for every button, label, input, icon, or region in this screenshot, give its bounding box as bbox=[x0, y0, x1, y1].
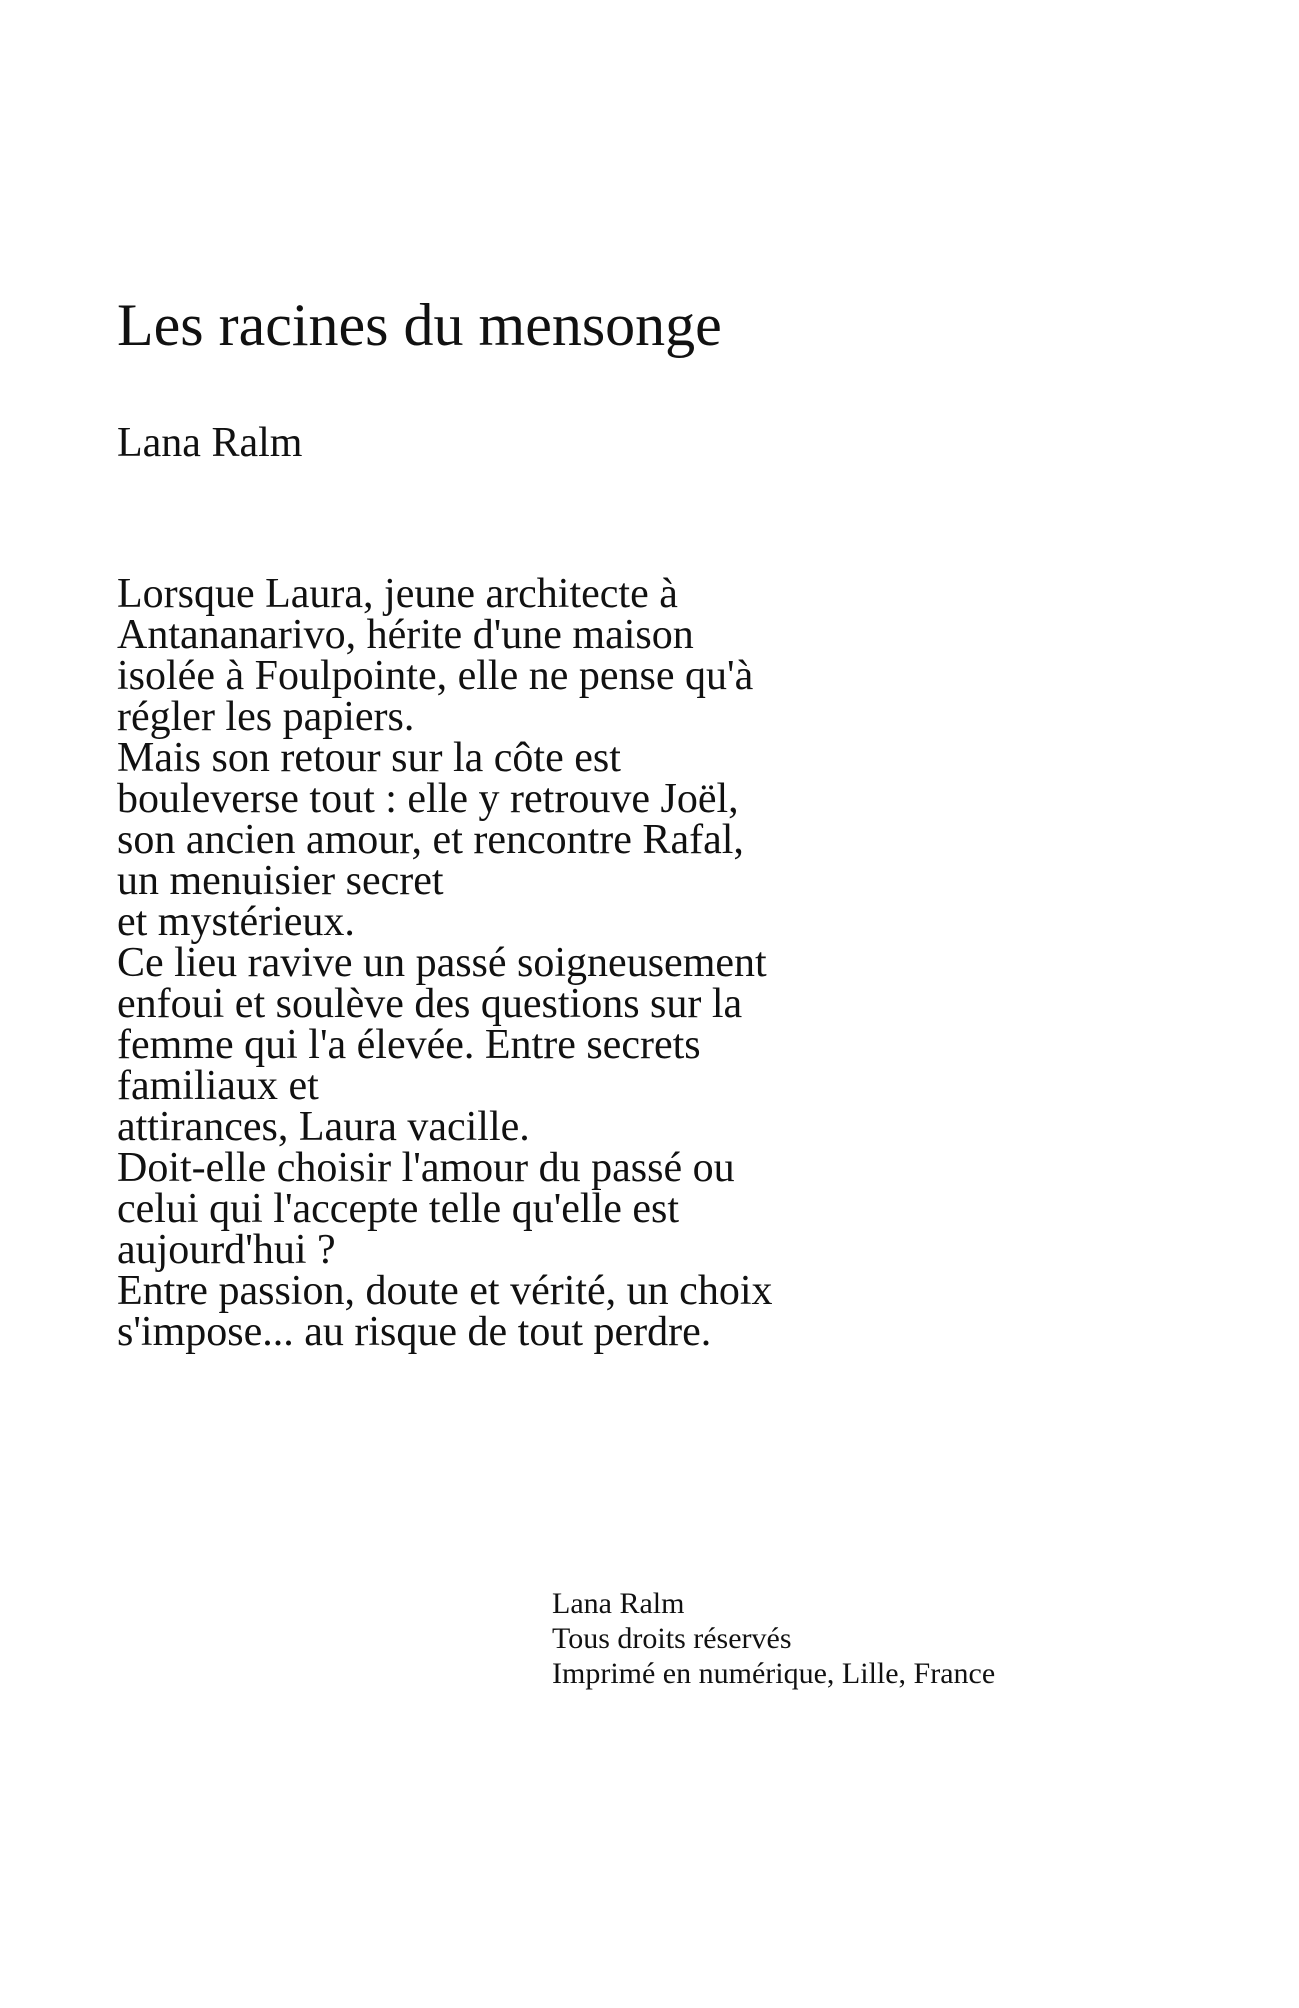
blurb-line: et mystérieux. bbox=[117, 899, 355, 945]
blurb-line: son ancien amour, et rencontre Rafal, bbox=[117, 817, 744, 863]
book-blurb bbox=[117, 571, 1117, 1355]
blurb-line: aujourd'hui ? bbox=[117, 1227, 336, 1273]
blurb-line: Mais son retour sur la côte est bbox=[117, 735, 621, 781]
blurb-line: celui qui l'accepte telle qu'elle est bbox=[117, 1186, 680, 1232]
blurb-line: Lorsque Laura, jeune architecte à bbox=[117, 571, 678, 617]
blurb-line: Antananarivo, hérite d'une maison bbox=[117, 612, 694, 658]
colophon-rights: Tous droits réservés bbox=[552, 1622, 792, 1655]
colophon-author: Lana Ralm bbox=[552, 1587, 685, 1620]
blurb-line: Ce lieu ravive un passé soigneusement bbox=[117, 940, 767, 986]
blurb-line: s'impose... au risque de tout perdre. bbox=[117, 1309, 712, 1355]
blurb-line: enfoui et soulève des questions sur la bbox=[117, 981, 743, 1027]
blurb-line: Doit-elle choisir l'amour du passé ou bbox=[117, 1145, 735, 1191]
colophon-printing: Imprimé en numérique, Lille, France bbox=[552, 1657, 996, 1690]
book-author: Lana Ralm bbox=[117, 420, 303, 466]
blurb-line: un menuisier secret bbox=[117, 858, 444, 904]
blurb-line: familiaux et bbox=[117, 1063, 319, 1109]
blurb-line: Entre passion, doute et vérité, un choix bbox=[117, 1268, 773, 1314]
blurb-line: femme qui l'a élevée. Entre secrets bbox=[117, 1022, 701, 1068]
blurb-line: bouleverse tout : elle y retrouve Joël, bbox=[117, 776, 739, 822]
blurb-line: régler les papiers. bbox=[117, 694, 415, 740]
blurb-line: isolée à Foulpointe, elle ne pense qu'à bbox=[117, 653, 754, 699]
book-title: Les racines du mensonge bbox=[117, 292, 722, 358]
blurb-line: attirances, Laura vacille. bbox=[117, 1104, 530, 1150]
colophon bbox=[552, 1586, 995, 1691]
